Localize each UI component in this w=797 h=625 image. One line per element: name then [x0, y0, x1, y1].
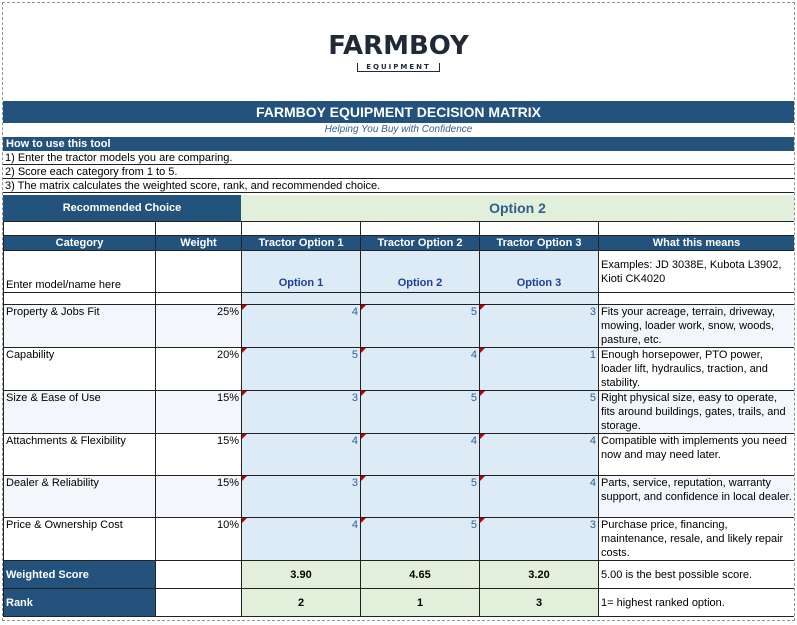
category-cell[interactable]: Attachments & Flexibility [4, 434, 156, 476]
table-row [4, 434, 795, 476]
table-row [4, 348, 795, 391]
table-row [4, 476, 795, 518]
rank-option-2[interactable]: 1 [361, 589, 480, 617]
meaning-cell[interactable]: Compatible with implements you need now and may need later. [599, 434, 795, 476]
meaning-cell[interactable]: Parts, service, reputation, warranty support, and confidence in local dealer. [599, 476, 795, 518]
spacer-cell[interactable] [480, 293, 599, 305]
category-cell[interactable]: Price & Ownership Cost [4, 518, 156, 561]
score-input-option-3[interactable]: 4 [480, 476, 599, 518]
score-input-option-1[interactable]: 3 [242, 476, 361, 518]
weight-cell[interactable]: 25% [156, 305, 242, 348]
score-input-option-2[interactable]: 4 [361, 348, 480, 391]
meaning-cell[interactable]: Purchase price, financing, maintenance, resale, and likely repair costs. [599, 518, 795, 561]
spacer-cell[interactable] [480, 222, 599, 236]
category-cell[interactable]: Capability [4, 348, 156, 391]
category-cell[interactable]: Dealer & Reliability [4, 476, 156, 518]
spacer-cell[interactable] [599, 293, 795, 305]
score-input-option-1[interactable]: 4 [242, 518, 361, 561]
model-input-option-3[interactable]: Option 3 [480, 251, 599, 293]
score-input-option-1[interactable]: 4 [242, 434, 361, 476]
spacer-cell[interactable] [156, 293, 242, 305]
howto-step-3: 3) The matrix calculates the weighted score, rank, and recommended choice. [3, 179, 794, 193]
score-input-option-2[interactable]: 4 [361, 434, 480, 476]
weighted-score-note[interactable]: 5.00 is the best possible score. [599, 561, 795, 589]
header-option-2[interactable]: Tractor Option 2 [361, 236, 480, 251]
rank-option-1[interactable]: 2 [242, 589, 361, 617]
score-input-option-2[interactable]: 5 [361, 305, 480, 348]
spacer-cell[interactable] [242, 222, 361, 236]
meaning-cell[interactable]: Enough horsepower, PTO power, loader lift, hydraulics, traction, and stability. [599, 348, 795, 391]
spacer-cell[interactable] [361, 293, 480, 305]
table-row [4, 518, 795, 561]
header-category[interactable]: Category [4, 236, 156, 251]
weighted-score-option-1[interactable]: 3.90 [242, 561, 361, 589]
spacer-cell[interactable] [599, 222, 795, 236]
recommended-choice-value: Option 2 [241, 195, 794, 221]
rank-option-3[interactable]: 3 [480, 589, 599, 617]
howto-step-1: 1) Enter the tractor models you are comparing. [3, 151, 794, 165]
spacer-cell[interactable] [242, 293, 361, 305]
score-input-option-2[interactable]: 5 [361, 518, 480, 561]
score-input-option-3[interactable]: 3 [480, 305, 599, 348]
weighted-score-label[interactable]: Weighted Score [4, 561, 156, 589]
score-input-option-1[interactable]: 5 [242, 348, 361, 391]
recommended-choice-label: Recommended Choice [3, 195, 241, 221]
weighted-score-option-2[interactable]: 4.65 [361, 561, 480, 589]
spreadsheet [2, 2, 795, 621]
table-row [4, 391, 795, 434]
matrix-title: FARMBOY EQUIPMENT DECISION MATRIX [3, 101, 794, 123]
header-option-3[interactable]: Tractor Option 3 [480, 236, 599, 251]
category-cell[interactable]: Size & Ease of Use [4, 391, 156, 434]
howto-step-2: 2) Score each category from 1 to 5. [3, 165, 794, 179]
model-row-meaning[interactable]: Examples: JD 3038E, Kubota L3902, Kioti CK4020 [599, 251, 795, 293]
weighted-score-weight[interactable] [156, 561, 242, 589]
logo-wordmark: FARMBOY [328, 31, 469, 61]
spacer-cell[interactable] [4, 222, 156, 236]
rank-label[interactable]: Rank [4, 589, 156, 617]
weight-cell[interactable]: 15% [156, 434, 242, 476]
weight-cell[interactable]: 10% [156, 518, 242, 561]
score-input-option-2[interactable]: 5 [361, 476, 480, 518]
score-input-option-2[interactable]: 5 [361, 391, 480, 434]
rank-weight[interactable] [156, 589, 242, 617]
farmboy-logo [3, 3, 794, 99]
model-input-option-2[interactable]: Option 2 [361, 251, 480, 293]
score-input-option-3[interactable]: 5 [480, 391, 599, 434]
score-input-option-3[interactable]: 3 [480, 518, 599, 561]
weight-cell[interactable]: 15% [156, 476, 242, 518]
model-row-weight[interactable] [156, 251, 242, 293]
model-input-option-1[interactable]: Option 1 [242, 251, 361, 293]
header-weight[interactable]: Weight [156, 236, 242, 251]
rank-note[interactable]: 1= highest ranked option. [599, 589, 795, 617]
score-input-option-1[interactable]: 4 [242, 305, 361, 348]
weight-cell[interactable]: 15% [156, 391, 242, 434]
table-row [4, 305, 795, 348]
meaning-cell[interactable]: Right physical size, easy to operate, fits around buildings, gates, trails, and storage. [599, 391, 795, 434]
score-input-option-3[interactable]: 4 [480, 434, 599, 476]
spacer-cell[interactable] [361, 222, 480, 236]
logo-subtext: EQUIPMENT [357, 63, 440, 72]
weight-cell[interactable]: 20% [156, 348, 242, 391]
howto-heading: How to use this tool [3, 137, 794, 151]
score-input-option-1[interactable]: 3 [242, 391, 361, 434]
matrix-subtitle: Helping You Buy with Confidence [324, 124, 473, 135]
model-row-label[interactable]: Enter model/name here [4, 251, 156, 293]
category-cell[interactable]: Property & Jobs Fit [4, 305, 156, 348]
score-input-option-3[interactable]: 1 [480, 348, 599, 391]
spacer-cell[interactable] [156, 222, 242, 236]
spacer-cell[interactable] [4, 293, 156, 305]
header-option-1[interactable]: Tractor Option 1 [242, 236, 361, 251]
weighted-score-option-3[interactable]: 3.20 [480, 561, 599, 589]
header-meaning[interactable]: What this means [599, 236, 795, 251]
meaning-cell[interactable]: Fits your acreage, terrain, driveway, mowing, loader work, snow, woods, pasture, etc. [599, 305, 795, 348]
decision-matrix-table [3, 221, 795, 617]
